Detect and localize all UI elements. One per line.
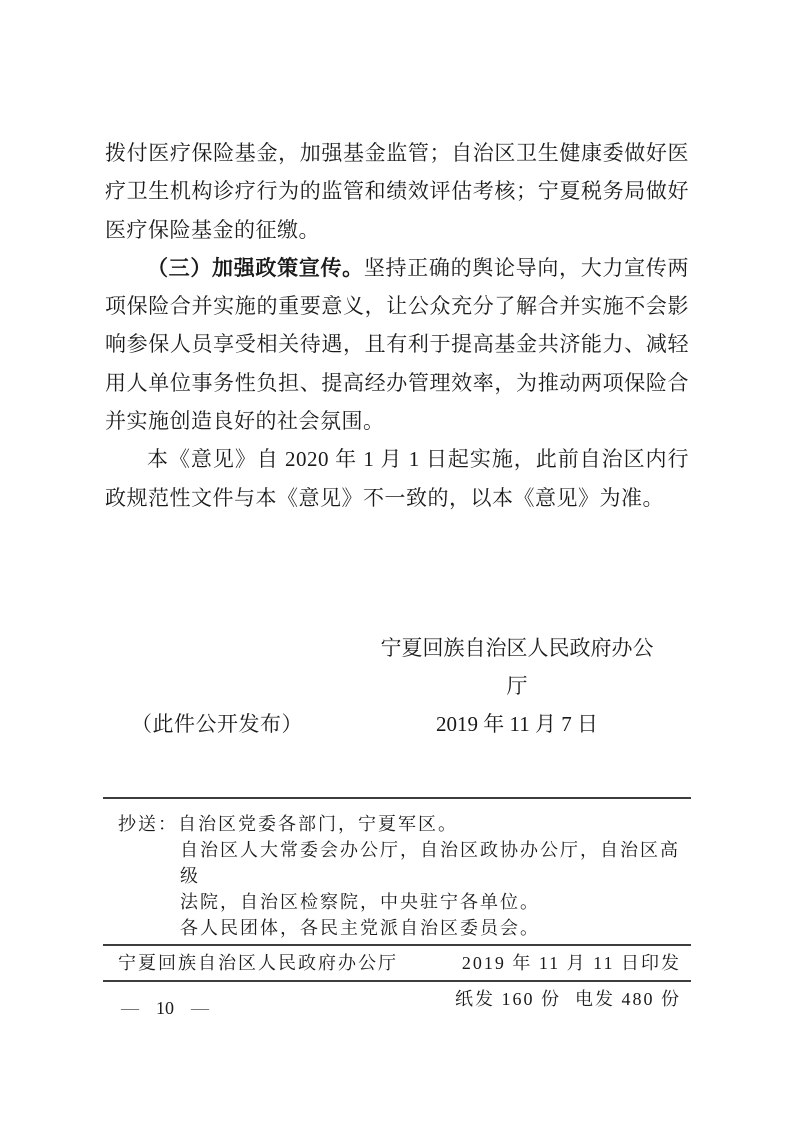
copies-paper: 纸发 160 份	[455, 989, 561, 1009]
page-number	[121, 997, 209, 1019]
page-number-right-dash: —	[191, 998, 209, 1018]
publish-note: （此件公开发布）	[131, 712, 303, 736]
issue-date: 2019 年 11 月 7 日	[436, 712, 598, 736]
cc-line: 自治区人大常委会办公厅，自治区政协办公厅，自治区高级	[180, 840, 680, 886]
issuer-name: 宁夏回族自治区人民政府办公厅	[380, 636, 654, 698]
signature-block	[372, 629, 662, 743]
paragraph-2	[105, 249, 689, 440]
paragraph-3: 本《意见》自 2020 年 1 月 1 日起实施，此前自治区内行政规范性文件与本《意见》不一致的，以本《意见》为准。	[105, 447, 689, 510]
colophon	[103, 797, 691, 1012]
cc-line-text: 自治区党委各部门，宁夏军区。	[178, 814, 458, 834]
print-row	[103, 946, 691, 980]
print-office: 宁夏回族自治区人民政府办公厅	[118, 953, 398, 973]
page-number-value: 10	[156, 998, 174, 1018]
cc-label: 抄送：	[118, 814, 178, 834]
print-date: 2019 年 11 月 11 日印发	[461, 953, 681, 973]
content-area	[105, 134, 689, 517]
cc-line: 法院，自治区检察院，中央驻宁各单位。	[180, 892, 540, 912]
page-number-left-dash: —	[121, 998, 139, 1018]
cc-line: 各人民团体，各民主党派自治区委员会。	[180, 918, 540, 938]
copies-electronic: 电发 480 份	[575, 989, 681, 1009]
paragraph-2-rest: 坚持正确的舆论导向，大力宣传两项保险合并实施的重要意义，让公众充分了解合并实施不会影响参保人员享受相关待遇，且有利于提高基金共济能力、减轻用人单位事务性负担、提高经办管理效率，为推动两项保险合并实施创造良好的社会氛围。	[105, 255, 689, 434]
cc-line	[118, 811, 681, 837]
cc-section	[103, 799, 691, 944]
paragraph-1: 拨付医疗保险基金，加强基金监管；自治区卫生健康委做好医疗卫生机构诊疗行为的监管和绩效评估考核；宁夏税务局做好医疗保险基金的征缴。	[105, 141, 689, 242]
paragraph-2-lead: （三）加强政策宣传。	[147, 255, 364, 280]
